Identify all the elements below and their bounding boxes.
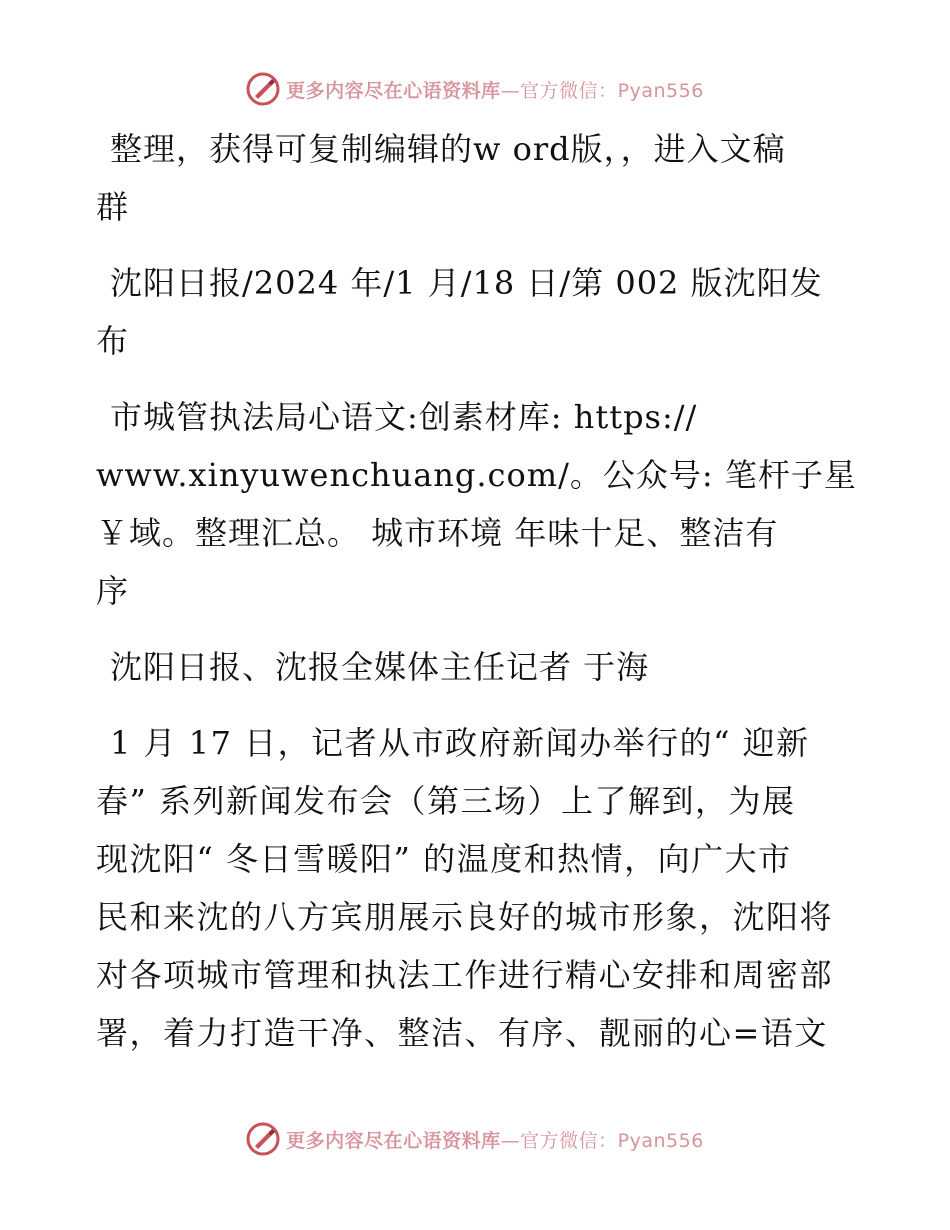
text-line: 沈阳日报/2024 年/1 月/18 日/第 002 版沈阳发: [110, 264, 823, 302]
paragraph-headline: [96, 388, 856, 620]
pen-logo-icon: [246, 1122, 280, 1156]
text-line: 序: [96, 572, 130, 610]
text-line: 现沈阳“ 冬日雪暖阳” 的温度和热情，向广大市: [96, 840, 792, 878]
text-line: 市城管执法局心语文:创素材库: https://: [110, 398, 698, 436]
pen-logo-icon: [246, 72, 280, 106]
text-line: 署，着力打造干净、整洁、有序、靓丽的心=语文: [96, 1014, 828, 1052]
header-watermark: [0, 72, 950, 106]
paragraph-source: [96, 254, 856, 370]
text-line: 1 月 17 日，记者从市政府新闻办举行的“ 迎新: [110, 724, 810, 762]
text-line: ￥域。整理汇总。 城市环境 年味十足、整洁有: [96, 514, 779, 552]
watermark-text: 更多内容尽在心语资料库—官方微信：Pyan556: [286, 79, 704, 102]
text-line: 民和来沈的八方宾朋展示良好的城市形象，沈阳将: [96, 898, 834, 936]
paragraph-byline: [96, 638, 856, 696]
footer-watermark: [0, 1122, 950, 1156]
text-line: 春” 系列新闻发布会（第三场）上了解到，为展: [96, 782, 796, 820]
paragraph-article: [96, 714, 856, 1062]
text-line: www.xinyuwenchuang.com/。公众号: 笔杆子星: [96, 456, 857, 494]
text-line: 对各项城市管理和执法工作进行精心安排和周密部: [96, 956, 834, 994]
text-line: 整理，获得可复制编辑的w ord版，，进入文稿: [110, 130, 786, 168]
paragraph-intro: [96, 120, 856, 236]
text-line: 群: [96, 188, 130, 226]
text-line: 沈阳日报、沈报全媒体主任记者 于海: [110, 648, 650, 686]
document-body: [96, 120, 856, 1080]
text-line: 布: [96, 322, 130, 360]
watermark-text: 更多内容尽在心语资料库—官方微信：Pyan556: [286, 1129, 704, 1152]
